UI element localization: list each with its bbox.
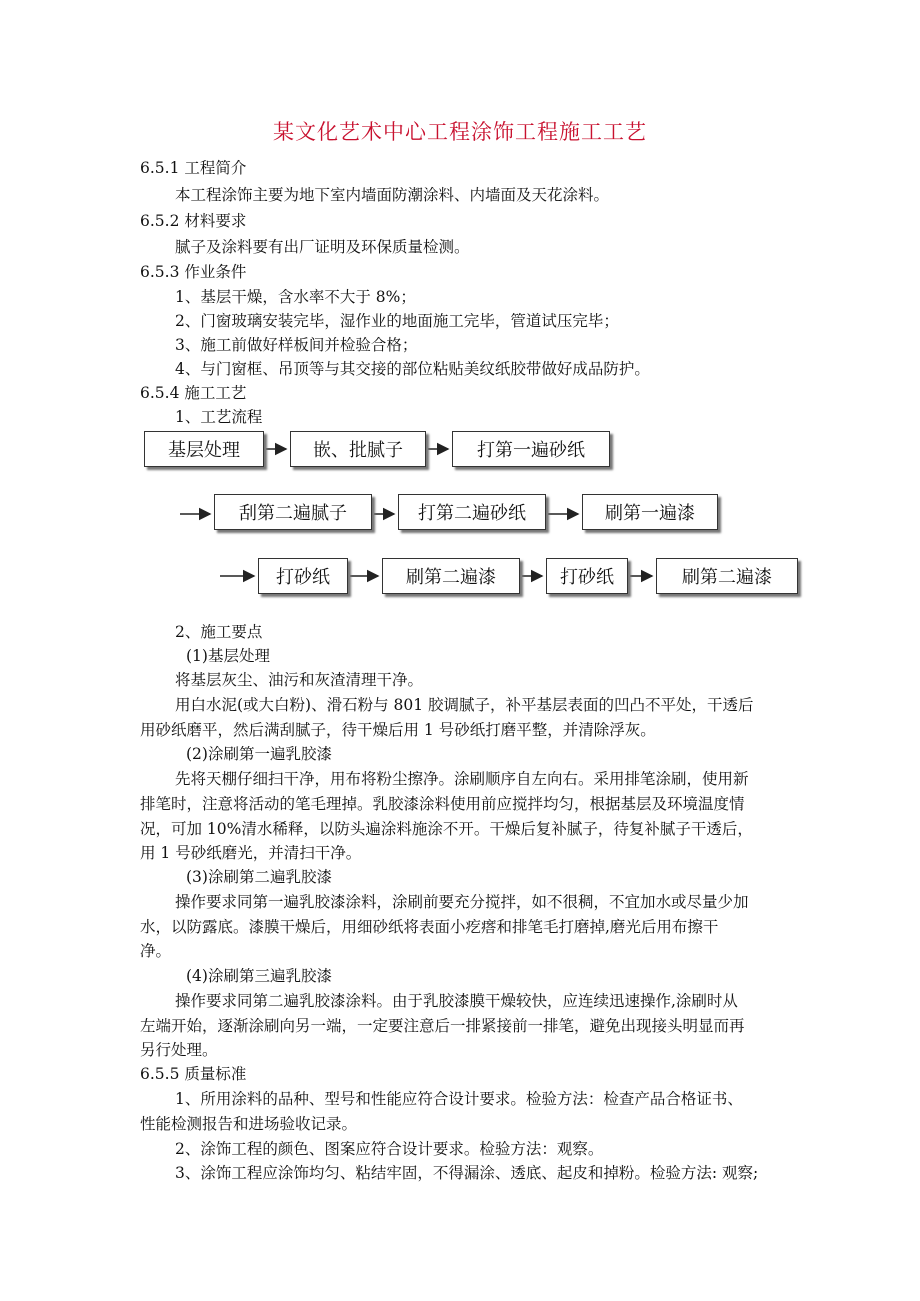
list-item: 2、门窗玻璃安装完毕，湿作业的地面施工完毕，管道试压完毕； xyxy=(175,312,619,330)
paragraph: 另行处理。 xyxy=(140,1041,218,1059)
list-item: 1、所用涂料的品种、型号和性能应符合设计要求。检验方法：检查产品合格证书、 xyxy=(175,1090,743,1108)
paragraph: 排笔时，注意将活动的笔毛理掉。乳胶漆涂料使用前应搅拌均匀，根据基层及环境温度情 xyxy=(140,795,745,813)
section-heading-conditions: 6.5.3 作业条件 xyxy=(140,263,247,281)
paragraph: 用白水泥(或大白粉)、滑石粉与 801 胶调腻子，补平基层表面的凹凸不平处，干透后 xyxy=(175,696,754,714)
list-item: 4、与门窗框、吊顶等与其交接的部位粘贴美纹纸胶带做好成品防护。 xyxy=(175,360,650,378)
paragraph: 水，以防露底。漆膜干燥后，用细砂纸将表面小疙瘩和排笔毛打磨掉,磨光后用布擦干 xyxy=(140,918,719,936)
section-heading-quality: 6.5.5 质量标准 xyxy=(140,1065,247,1083)
flow-step: 刮第二遍腻子 xyxy=(214,494,372,530)
flow-step: 打砂纸 xyxy=(258,558,348,594)
flow-step: 嵌、批腻子 xyxy=(290,431,426,467)
paragraph: 先将天棚仔细扫干净，用布将粉尘擦净。涂刷顺序自左向右。采用排笔涂刷，使用新 xyxy=(175,770,749,788)
flow-step: 打第二遍砂纸 xyxy=(398,494,546,530)
subsection-heading: (3)涂刷第二遍乳胶漆 xyxy=(186,868,332,886)
list-item: 1、基层干燥，含水率不大于 8%； xyxy=(175,288,416,306)
document-title: 某文化艺术中心工程涂饰工程施工工艺 xyxy=(273,120,647,144)
paragraph: 本工程涂饰主要为地下室内墙面防潮涂料、内墙面及天花涂料。 xyxy=(175,186,610,204)
subsection-heading: (1)基层处理 xyxy=(186,647,270,665)
list-item: 性能检测报告和进场验收记录。 xyxy=(140,1115,358,1133)
paragraph: 腻子及涂料要有出厂证明及环保质量检测。 xyxy=(175,238,470,256)
paragraph: 用 1 号砂纸磨光，并清扫干净。 xyxy=(140,844,362,862)
list-item: 2、涂饰工程的颜色、图案应符合设计要求。检验方法：观察。 xyxy=(175,1140,604,1158)
flow-step: 刷第二遍漆 xyxy=(382,558,520,594)
flow-step: 刷第一遍漆 xyxy=(582,494,718,530)
subsection-heading: (2)涂刷第一遍乳胶漆 xyxy=(186,745,332,763)
paragraph: 操作要求同第一遍乳胶漆涂料，涂刷前要充分搅拌，如不很稠，不宜加水或尽量少加 xyxy=(175,893,749,911)
paragraph: 净。 xyxy=(140,942,172,960)
flow-step: 刷第二遍漆 xyxy=(656,558,798,594)
paragraph: 况，可加 10%清水稀释，以防头遍涂料施涂不开。干燥后复补腻子，待复补腻子干透后， xyxy=(140,820,753,838)
paragraph: 左端开始，逐渐涂刷向另一端，一定要注意后一排紧接前一排笔，避免出现接头明显而再 xyxy=(140,1017,745,1035)
flow-step: 基层处理 xyxy=(144,431,264,467)
list-item: 3、涂饰工程应涂饰均匀、粘结牢固，不得漏涂、透底、起皮和掉粉。检验方法: 观察; xyxy=(175,1164,759,1182)
flow-step: 打砂纸 xyxy=(546,558,628,594)
paragraph: 操作要求同第二遍乳胶漆涂料。由于乳胶漆膜干燥较快，应连续迅速操作,涂刷时从 xyxy=(175,992,738,1010)
subsection-heading: (4)涂刷第三遍乳胶漆 xyxy=(186,967,332,985)
flow-label: 1、工艺流程 xyxy=(175,408,263,426)
flow-step: 打第一遍砂纸 xyxy=(452,431,610,467)
paragraph: 用砂纸磨平，然后满刮腻子，待干燥后用 1 号砂纸打磨平整，并清除浮灰。 xyxy=(140,721,656,739)
section-heading-intro: 6.5.1 工程简介 xyxy=(140,159,247,177)
section-heading-process: 6.5.4 施工工艺 xyxy=(140,384,247,402)
points-label: 2、施工要点 xyxy=(175,623,263,641)
section-heading-materials: 6.5.2 材料要求 xyxy=(140,212,247,230)
paragraph: 将基层灰尘、油污和灰渣清理干净。 xyxy=(175,671,424,689)
list-item: 3、施工前做好样板间并检验合格； xyxy=(175,336,418,354)
